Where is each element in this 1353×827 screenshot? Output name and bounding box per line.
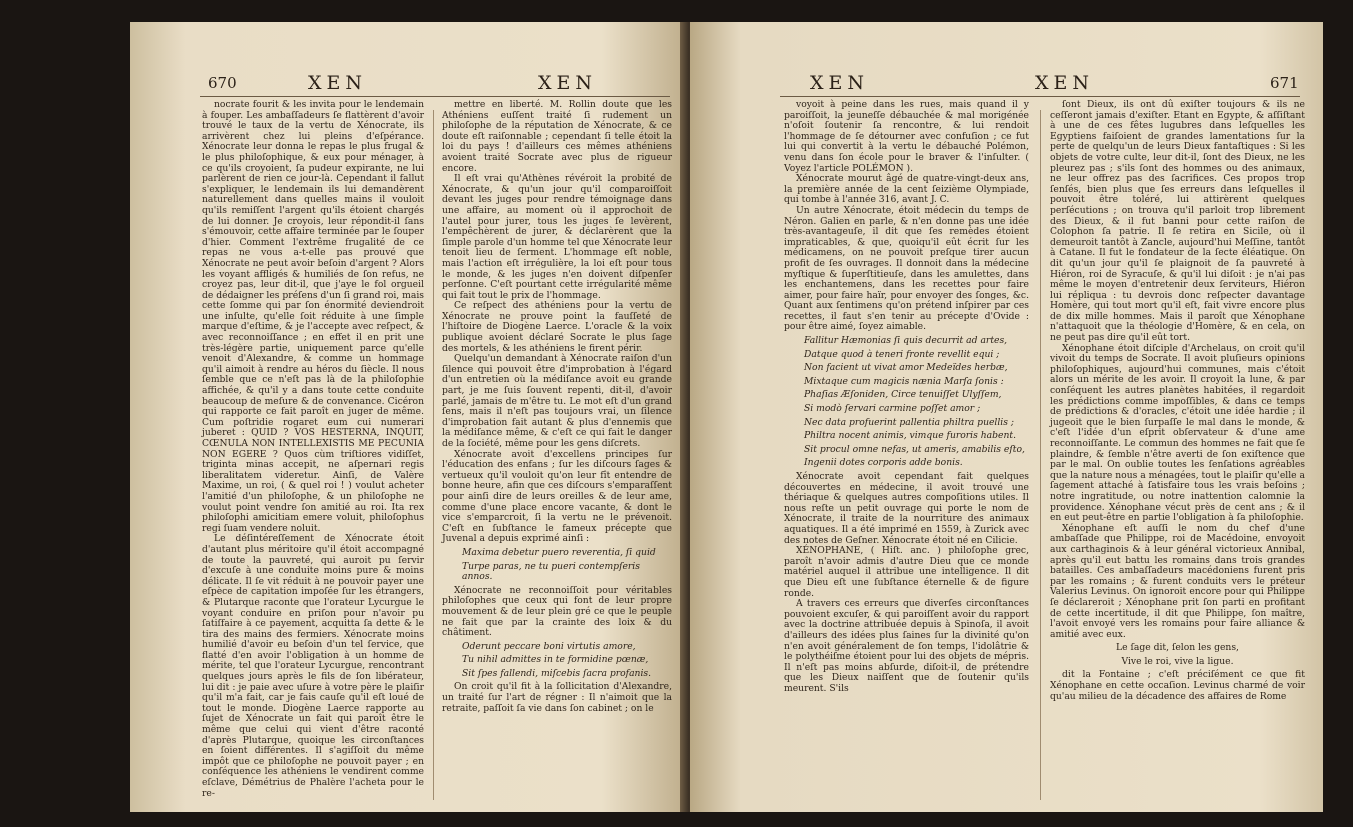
paragraph: Xénocrate avoit cependant fait quelques découvertes en médecine, il avoit trouvé une thériaque & quelques autres compoſitions utiles. Il nous reſte un petit ouvrage qui porte le nom de Xénocrate, il traite de la nourriture des animaux aquatiques. Il a été imprimé en 1559, à Zurick avec des notes de Geſner. Xénocrate étoit né en Cilicie. [784, 471, 1029, 546]
page-number: 670 [208, 74, 237, 92]
paragraph: A travers ces erreurs que diverſes circonſtances pouvoient excuſer, & qui paroiſſent avoir du rapport avec la doctrine attribuée depuis à Spinoſa, il avoit d'ailleurs des idées plus ſaines ſur la divinité qu'on n'en avoit généralement de ſon temps, l'idolâtrie & le polythéiſme étoient pour lui des objets de mépris. Il n'eſt pas moins abſurde, diſoit-il, de prétendre que les Dieux naiſſent que de ſoutenir qu'ils meurent. S'ils [784, 598, 1029, 694]
paragraph: Ce reſpect des athéniens pour la vertu de Xénocrate ne prouve point la fauſſeté de l'hiſtoire de Diogène Laerce. L'oracle & la voix publique avoient déclaré Socrate le plus ſage des mortels, & les athéniens le firent périr. [442, 300, 672, 354]
paragraph: nocrate fourit & les invita pour le lendemain à fouper. Les ambaſſadeurs ſe flattèrent d'avoir trouvé le taux de la vertu de Xénocrate, ils arrivèrent chez lui pleins d'eſpérance. Xénocrate leur donna le repas le plus frugal & le plus philoſophique, & eux pour ménager, à ce qu'ils croyoient, ſa pudeur expirante, ne lui parlèrent de rien ce jour-là. Cependant il fallut s'expliquer, le lendemain ils lui demandèrent naturellement dans quelles mains il vouloit qu'ils remiſſent l'argent qu'ils étoient chargés de lui donner. Je croyois, leur répondit-il ſans s'émouvoir, cette affaire terminée par le ſouper d'hier. Comment l'extrême frugalité de ce repas ne vous a-t-elle pas prouvé que Xénocrate ne peut avoir beſoin d'argent ? Alors les voyant affligés & humiliés de ſon refus, ne croyez pas, leur dit-il, que j'aye le fol orgueil de dédaigner les préſens d'un ſi grand roi, mais cette ſomme qui par ſon énormité deviendroit une inſulte, qu'elle ſoit réduite à une ſimple marque d'eſtime, & je l'accepte avec reſpect, & avec reconnoiſſance ; en effet il en prit une très-légère partie, uniquement parce qu'elle venoit d'Alexandre, & comme un hommage qu'il aimoit à rendre au héros du ſiècle. Il nous ſemble que ce n'eſt pas là de la philoſophie affichée, & qu'il y a dans toute cette conduite beaucoup de meſure & de convenance. Cicéron qui rapporte ce fait paroît en juger de même. Cum poſtridie rogaret eum cui numerari juberet : QUID ? VOS HESTERNA, INQUIT, CŒNULA NON INTELLEXISTIS ME PECUNIA NON EGERE ? Quos cùm triſtiores vidiſſet, triginta minas accepit, ne aſpernari regis liberalitatem videretur. Ainſi, de Valère Maxime, un roi, ( & quel roi ! ) voulut acheter l'amitié d'un philoſophe, & un philoſophe ne voulut point vendre ſon amitié au roi. Ita rex philoſophi amicitiam emere voluit, philoſophus regi ſuam vendere noluit. [202, 99, 424, 534]
paragraph: Xénocrate mourut âgé de quatre-vingt-deux ans, la première année de la cent ſeizième Olympiade, qui tombe à l'année 316, avant J. C. [784, 173, 1029, 206]
text-column-1 [202, 100, 424, 799]
verse-line: Vive le roi, vive la ligue. [1121, 655, 1234, 667]
header-rule [780, 96, 1300, 97]
verse-line: Sit ſpes fallendi, miſcebis ſacra profanis. [462, 667, 652, 679]
verse-line: Fallitur Hæmonias ſi quis decurrit ad artes, [804, 335, 1008, 347]
paragraph: mettre en liberté. M. Rollin doute que les Athéniens euſſent traité ſi rudement un philoſophe de la réputation de Xénocrate, & ce doute eſt raiſonnable ; cependant ſi telle étoit la loi du pays ! d'ailleurs ces mêmes athéniens avoient traité Socrate avec plus de rigueur encore. [442, 99, 672, 174]
left-page [130, 22, 685, 812]
paragraph: Il eſt vrai qu'Athènes révéroit la probité de Xénocrate, & qu'un jour qu'il comparoiſſoit devant les juges pour rendre témoignage dans une affaire, au moment où il approchoit de l'autel pour jurer, tous les juges ſe levèrent, l'empêchèrent de jurer, & déclarèrent que la ſimple parole d'un homme tel que Xénocrate leur tenoit lieu de ſerment. L'hommage eſt noble, mais l'action eſt irrégulière, la loi eſt pour tous le monde, & les juges n'en doivent diſpenſer perſonne. C'eſt pourtant cette irrégularité même qui fait tout le prix de l'hommage. [442, 173, 672, 301]
paragraph: ſont Dieux, ils ont dû exiſter toujours & ils ne ceſſeront jamais d'exiſter. Etant en Egypte, & aſſiſtant à une de ces fêtes lugubres dans leſquelles les Egyptiens faiſoient de grandes lamentations ſur la perte de quelqu'un de leurs Dieux fantaſtiques : Si les objets de votre culte, leur dit-il, ſont des Dieux, ne les pleurez pas ; s'ils ſont des hommes ou des animaux, ne leur offrez pas des ſacrifices. Ces propos trop ſenſés, bien plus que ſes erreurs dans leſquelles il pouvoit être toléré, lui attirèrent quelques perſécutions ; on trouva qu'il parloit trop librement des Dieux, & il fut banni pour cette raiſon de Colophon ſa patrie. Il ſe retira en Sicile, où il demeuroit tantôt à Zancle, aujourd'hui Meſſine, tantôt à Catane. Il fut le fondateur de la ſecte éléatique. On dit qu'un jour qu'il ſe plaignoit de ſa pauvreté à Hiéron, roi de Syracuſe, & qu'il lui diſoit : je n'ai pas même le moyen d'entretenir deux ſerviteurs, Hiéron lui répliqua : tu devrois donc reſpecter davantage Homère, qui tout mort qu'il eſt, fait vivre encore plus de dix mille hommes. Mais il paroît que Xénophane n'attaquoit que la théologie d'Homère, & en cela, on ne peut pas dire qu'il eût tort. [1050, 99, 1305, 344]
text-column-1 [784, 100, 1029, 694]
verse-line: Oderunt peccare boni virtutis amore, [462, 640, 636, 652]
verse-line: Turpe paras, ne tu pueri contempſeris annos. [462, 560, 640, 583]
column-divider [433, 110, 434, 800]
paragraph: Xénophane eſt auſſi le nom du chef d'une ambaſſade que Philippe, roi de Macédoine, envoyoit aux carthaginois & à leur général victorieux Annibal, après qu'il eut battu les romains dans trois grandes batailles. Ces ambaſſadeurs macédoniens furent pris par les romains ; & furent conduits vers le préteur Valerius Levinus. On ignoroit encore pour qui Philippe ſe déclareroit ; Xénophane prit ſon parti en profitant de cette incertitude, il dit que Philippe, ſon maître, l'avoit envoyé vers les romains pour faire alliance & amitié avec eux. [1050, 522, 1305, 640]
verse-line: Sit procul omne nefas, ut ameris, amabilis eſto, [804, 443, 1025, 455]
paragraph: voyoit à peine dans les rues, mais quand il y paroiſſoit, la jeuneſſe débauchée & mal morigénée n'oſoit ſoutenir ſa rencontre, & lui rendoit l'hommage de ſe détourner avec confuſion ; ce fut lui qui convertit à la vertu le débauché Polémon, venu dans ſon école pour le braver & l'inſulter. ( Voyez l'article POLÉMON ). [784, 99, 1029, 174]
text-column-2 [1050, 100, 1305, 702]
paragraph: Le déſintéreſſement de Xénocrate étoit d'autant plus méritoire qu'il étoit accompagné de toute la pauvreté, qui auroit pu ſervir d'excuſe à une conduite moins pure & moins délicate. Il ſe vit réduit à ne pouvoir payer une eſpèce de capitation impoſée ſur les étrangers, & Plutarque raconte que l'orateur Lycurgue le voyant conduire en priſon pour n'avoir pu ſatiſfaire à ce payement, acquitta ſa dette & le tira des mains des fermiers. Xénocrate moins humilié d'avoir eu beſoin d'un tel ſervice, que flatté d'en avoir l'obligation à un homme de mérite, tel que l'orateur Lycurgue, rencontrant quelques jours après le fils de ſon libérateur, lui dit : je paie avec uſure à votre père le plaiſir qu'il m'a fait, car je fais cauſe qu'il eſt loué de tout le monde. Diogène Laerce rapporte au ſujet de Xénocrate un fait qui paroît être le même que celui qui vient d'être raconté d'après Plutarque, quoique les circonſtances en ſoient différentes. Il s'agiſſoit du même impôt que ce philoſophe ne pouvoit payer ; en conſéquence les athéniens le vendirent comme eſclave, Démétrius de Phalère l'acheta pour le re- [202, 533, 424, 799]
running-header-right: XEN [538, 72, 598, 94]
paragraph: dit la Fontaine ; c'eſt préciſément ce que fit Xénophane en cette occaſion. Levinus charmé de voir qu'au milieu de la décadence des affaires de Rome [1050, 669, 1305, 702]
paragraph: On croit qu'il fit à la ſollicitation d'Alexandre, un traité ſur l'art de régner : Il n'aimoit que la retraite, paſſoit ſa vie dans ſon cabinet ; on le [442, 681, 672, 714]
verse-line: Philtra nocent animis, vimque furoris habent. [804, 430, 1017, 442]
verse-line: Si modò ſervari carmine poſſet amor ; [804, 403, 981, 415]
verse-line: Le ſage dit, ſelon les gens, [1116, 642, 1239, 654]
right-page [690, 22, 1323, 812]
running-header-left: XEN [308, 72, 368, 94]
verse-line: Tu nihil admittes in te formidine pœnæ, [462, 654, 649, 666]
paragraph: Quelqu'un demandant à Xénocrate raiſon d'un ſilence qui pouvoit être d'improbation à l'égard d'un entretien où la médiſance avoit eu grande part, je me ſuis ſouvent repenti, dit-il, d'avoir parlé, jamais de m'être tu. Le mot eſt d'un grand ſens, mais il n'eſt pas toujours vrai, un ſilence d'improbation fait autant & plus d'ennemis que la médiſance même, & c'eſt ce qui fait le danger de la ſociété, même pour les gens diſcrets. [442, 353, 672, 449]
verse-line: Phaſias Æſoniden, Circe tenuiſſet Ulyſſem, [804, 389, 1002, 401]
verse-line: Mixtaque cum magicis nænia Marſa ſonis : [804, 375, 1004, 387]
column-divider [1040, 110, 1041, 800]
verse-line: Maxima debetur puero reverentia, ſi quid [462, 546, 656, 558]
verse-line: Datque quod à teneri fronte revellit equi ; [804, 348, 1000, 360]
running-header-right: XEN [1035, 72, 1095, 94]
page-number: 671 [1270, 74, 1299, 92]
text-column-2 [442, 100, 672, 714]
paragraph: Xénocrate avoit d'excellens principes ſur l'éducation des enfans ; ſur les diſcours ſages & vertueux qu'il vouloit qu'on leur fît entendre de bonne heure, afin que ces diſcours s'emparaſſent pour ainſi dire de leurs oreilles & de leur ame, comme d'une place encore vacante, & dont le vice s'emparcroit, ſi la vertu ne le prévenoit. C'eſt en ſubſtance le fameux précepte que Juvenal a depuis exprimé ainſi : [442, 448, 672, 545]
paragraph: Xénophane étoit diſciple d'Archelaus, on croit qu'il vivoit du temps de Socrate. Il avoit pluſieurs opinions philoſophiques, aujourd'hui communes, mais c'étoit alors un mérite de les avoir. Il croyoit la lune, & par conſéquent les autres planètes habitées, il regardoit les prédictions comme impoſſibles, & dans ce temps de prédictions & d'oracles, c'étoit une idée hardie ; il jugeoit que le bien ſurpaſſe le mal dans le monde, & c'eſt l'idée d'un eſprit obſervateur & d'une ame reconnoiſſante. Le commun des hommes ne fait que ſe plaindre, & ſemble n'être averti de ſon exiſtence que par le mal. On oublie toutes les ſenſations agréables que la nature nous a ménagées, tout le plaiſir qu'elle a ſagement attaché à ſatisfaire tous les vrais beſoins ; notre ingratitude, ou notre inattention calomnie la providence. Xénophane vécut près de cent ans ; & il en eut peut-être en partie l'obligation à ſa philoſophie. [1050, 342, 1305, 524]
paragraph: Un autre Xénocrate, étoit médecin du temps de Néron. Galien en parle, & n'en donne pas une idée très-avantageuſe, il dit que ſes remèdes étoient impraticables, & que, quoiqu'il eût écrit ſur les médicamens, on ne pouvoit preſque tirer aucun profit de ſes ouvrages. Il donnoit dans la médecine myſtique & ſuperſtitieuſe, dans les amulettes, dans les enchantemens, dans les recettes pour faire aimer, pour faire haïr, pour envoyer des ſonges, &c. Quant aux ſentimens qu'on prétend inſpirer par ces recettes, il faut s'en tenir au précepte d'Ovide : pour être aimé, ſoyez aimable. [784, 204, 1029, 333]
running-header-left: XEN [810, 72, 870, 94]
paragraph: Xénocrate ne reconnoiſſoit pour véritables philoſophes que ceux qui font de leur propre mouvement & de leur plein gré ce que le peuple ne fait que par la crainte des loix & du châtiment. [442, 584, 672, 639]
header-rule [200, 96, 670, 97]
verse-line: Ingenii dotes corporis adde bonis. [804, 457, 963, 469]
verse-line: Nec data profuerint pallentia philtra puellis ; [804, 416, 1014, 428]
verse-line: Non facient ut vivat amor Medeïdes herbæ, [804, 362, 1008, 374]
paragraph: XÉNOPHANE, ( Hiſt. anc. ) philoſophe grec, paroît n'avoir admis d'autre Dieu que ce monde matériel auquel il attribue une intelligence. Il dit que Dieu eſt une ſubſtance éternelle & de figure ronde. [784, 545, 1029, 599]
